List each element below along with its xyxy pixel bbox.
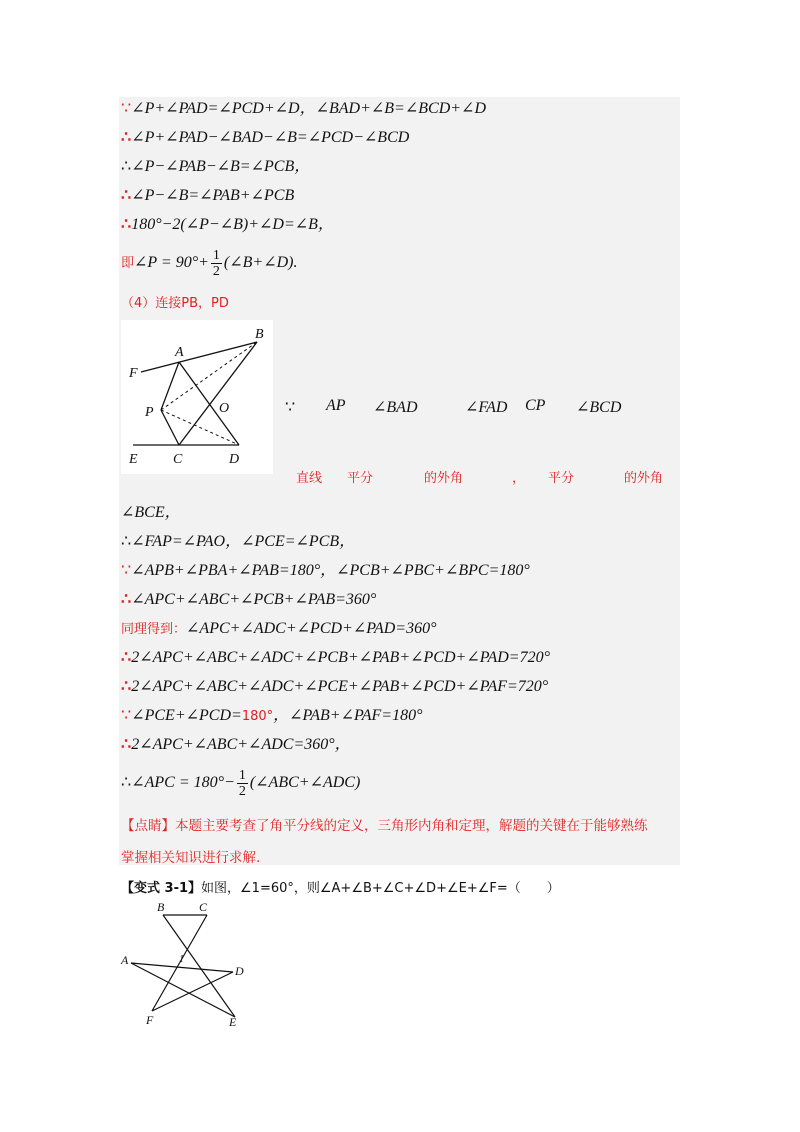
label-angle-1: 1 (179, 954, 184, 965)
line-AP (161, 362, 179, 410)
label-B: B (255, 327, 264, 342)
label-E2: E (229, 1015, 237, 1029)
proof-line-14: ∵∠PCE+∠PCD=180°，∠PAB+∠PAF=180° (121, 707, 423, 724)
proof-line-8: ∴∠FAP=∠PAO，∠PCE=∠PCB， (121, 533, 356, 550)
cn-bisect-1: 平分 (347, 471, 374, 486)
label-O: O (219, 401, 230, 416)
figure-star (119, 900, 249, 1030)
line-CB (179, 342, 257, 445)
label-C: C (173, 452, 183, 467)
proof-line-6: 即∠P = 90°+ $\frac{1}{2}$ (∠B+∠D). (121, 248, 298, 279)
label-C2: C (199, 900, 208, 914)
because-symbol: ∵ (285, 399, 296, 416)
word-BAD: ∠BAD (373, 399, 418, 416)
proof-line-7: ∠BCE， (121, 504, 181, 521)
line-DF (152, 972, 233, 1011)
quadrilateral-diagram (121, 320, 273, 474)
label-A2: A (121, 953, 129, 967)
cn-line: 直线 (296, 471, 323, 486)
proof-line-15: ∴2∠APC+∠ABC+∠ADC=360°， (121, 736, 351, 753)
label-E: E (129, 452, 138, 467)
variant-problem: 【变式 3-1】如图，∠1=60°，则∠A+∠B+∠C+∠D+∠E+∠F=（ ） (121, 881, 560, 896)
word-AP: AP (326, 397, 346, 414)
star-diagram (119, 900, 249, 1030)
proof-line-1: ∵∠P+∠PAD=∠PCD+∠D，∠BAD+∠B=∠BCD+∠D (121, 100, 487, 117)
proof-line-3: ∴∠P−∠PAB−∠B=∠PCB， (121, 158, 311, 175)
proof-line-16: ∴∠APC = 180°− $\frac{1}{2}$ (∠ABC+∠ADC) (121, 768, 361, 799)
cn-comma: ， (512, 471, 526, 486)
cn-bisect-2: 平分 (548, 471, 575, 486)
line-BE (163, 915, 235, 1017)
proof-line-12: ∴2∠APC+∠ABC+∠ADC+∠PCB+∠PAB+∠PCD+∠PAD=720° (121, 649, 550, 666)
label-F: F (129, 366, 138, 381)
proof-line-5: ∴180°−2(∠P−∠B)+∠D=∠B， (121, 216, 334, 233)
label-P: P (145, 405, 154, 420)
proof-line-11: 同理得到：∠APC+∠ADC+∠PCD+∠PAD=360° (121, 620, 437, 637)
line-BD (239, 342, 257, 445)
word-FAD: ∠FAD (465, 399, 508, 416)
label-D: D (229, 452, 240, 467)
fraction-half: $\frac{1}{2}$ (212, 248, 220, 279)
line-FB (141, 342, 257, 372)
label-A: A (175, 345, 184, 360)
proof-line-2: ∴∠P+∠PAD−∠BAD−∠B=∠PCD−∠BCD (121, 129, 410, 146)
fraction-half-2: $\frac{1}{2}$ (238, 768, 246, 799)
comment-line-1: 【点睛】本题主要考查了角平分线的定义，三角形内角和定理，解题的关键在于能够熟练 (121, 818, 648, 834)
label-F2: F (146, 1013, 154, 1027)
line-PC (161, 410, 179, 445)
label-B2: B (157, 900, 165, 914)
proof-line-13: ∴2∠APC+∠ABC+∠ADC+∠PCE+∠PAB+∠PCD+∠PAF=720° (121, 678, 549, 695)
label-D2: D (235, 964, 244, 978)
part-4-heading: （4）连接PB，PD (121, 296, 229, 311)
figure-quadrilateral (121, 320, 273, 474)
proof-line-4: ∴∠P−∠B=∠PAB+∠PCB (121, 187, 295, 204)
word-BCD: ∠BCD (576, 399, 622, 416)
comment-line-2: 掌握相关知识进行求解. (121, 850, 261, 866)
word-CP: CP (525, 397, 546, 414)
cn-exterior-2: 的外角 (624, 471, 664, 486)
proof-line-9: ∵∠APB+∠PBA+∠PAB=180°，∠PCB+∠PBC+∠BPC=180° (121, 562, 530, 579)
cn-exterior-1: 的外角 (424, 471, 464, 486)
proof-line-10: ∴∠APC+∠ABC+∠PCB+∠PAB=360° (121, 591, 377, 608)
